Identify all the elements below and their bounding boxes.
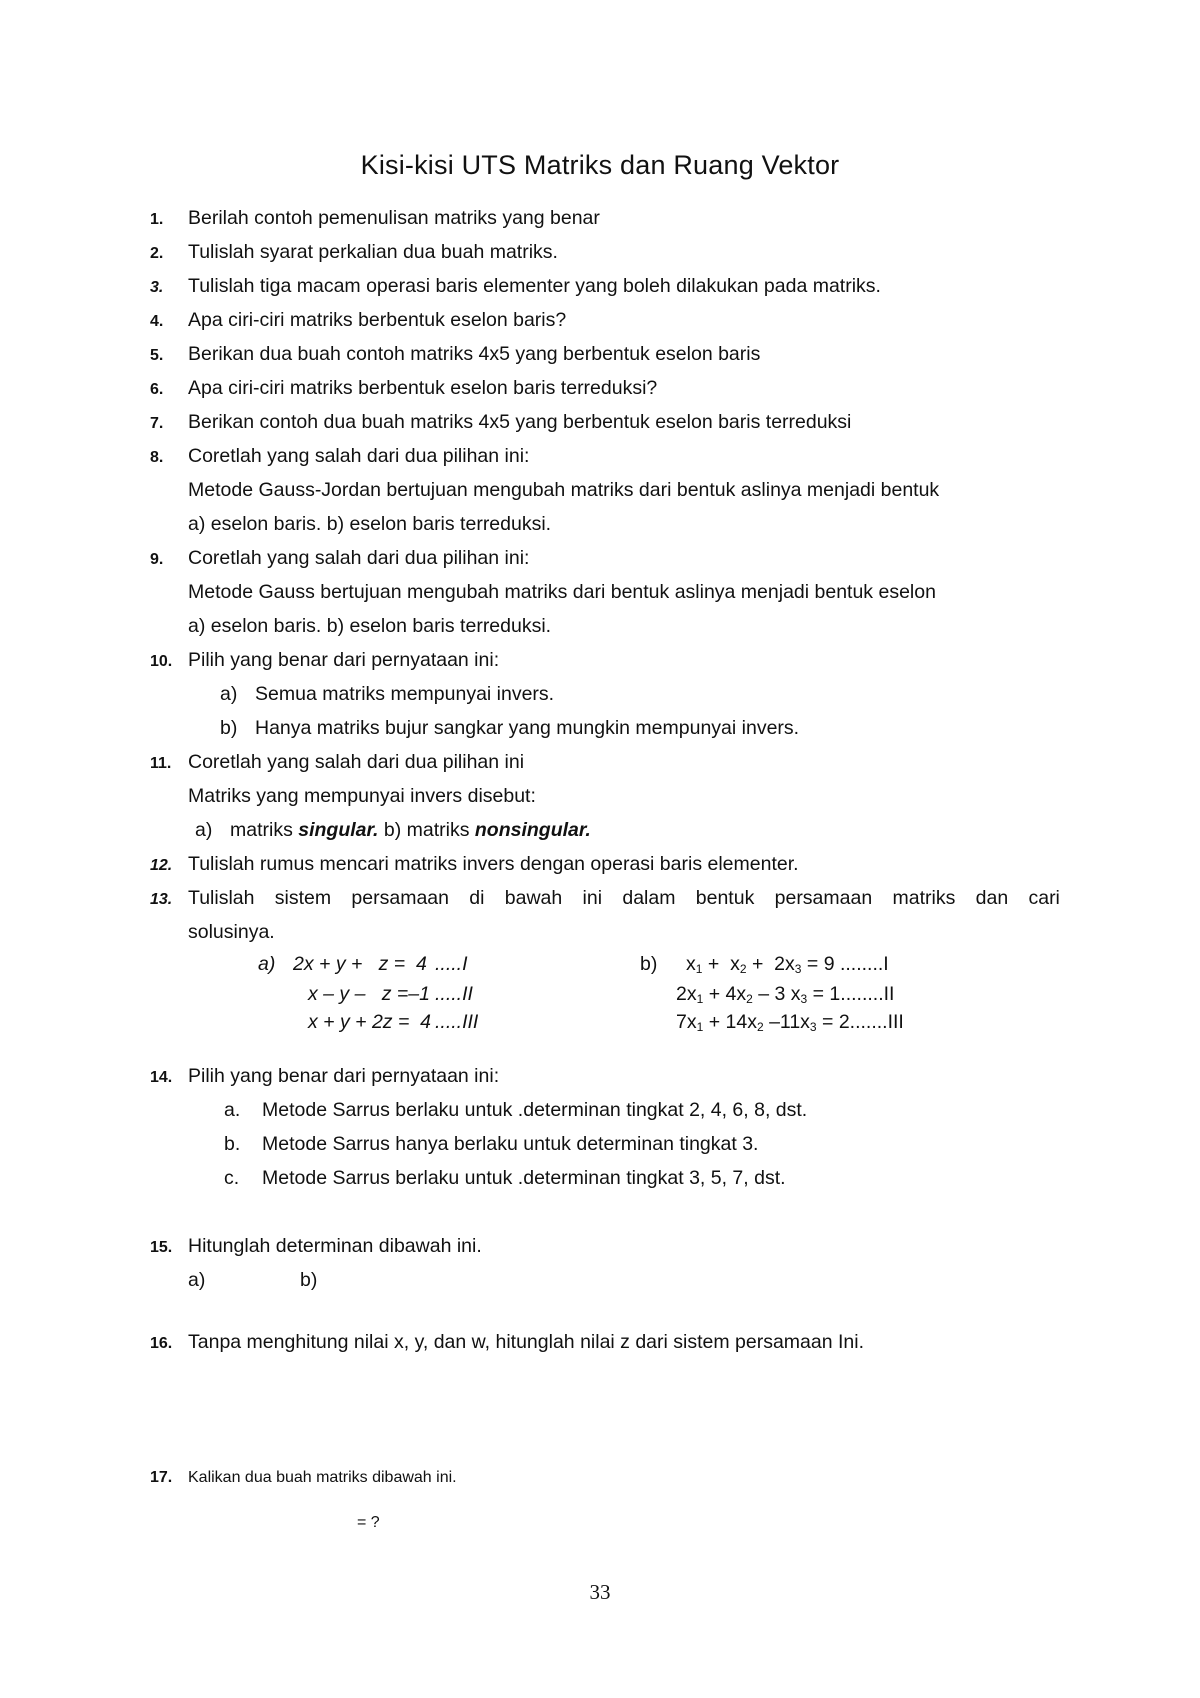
question-text: Tulislah tiga macam operasi baris elementer yang boleh dilakukan pada matriks. — [188, 275, 881, 297]
question-text: Apa ciri-ciri matriks berbentuk eselon baris terreduksi? — [188, 377, 658, 399]
option-text: matriks — [230, 819, 299, 841]
word: cari — [1028, 887, 1060, 909]
question-9-options: a) eselon baris. b) eselon baris terreduksi. — [188, 615, 552, 637]
page-number: 33 — [589, 1580, 611, 1604]
question-11-options — [195, 818, 591, 842]
question-text: Tanpa menghitung nilai x, y, dan w, hitunglah nilai z dari sistem persamaan Ini. — [188, 1331, 865, 1353]
question-14-option-b — [224, 1132, 758, 1156]
question-8-statement: Metode Gauss-Jordan bertujuan mengubah matriks dari bentuk aslinya menjadi bentuk — [188, 479, 940, 501]
question-3 — [150, 274, 881, 300]
system-a-row-1 — [293, 952, 468, 976]
question-13-text — [188, 886, 1060, 910]
option-text: b) matriks — [378, 819, 475, 841]
question-text: Coretlah yang salah dari dua pilihan ini — [188, 751, 525, 773]
subscript: 1 — [696, 992, 704, 1006]
question-number: 2. — [150, 245, 164, 262]
word: dan — [975, 887, 1009, 909]
question-number: 7. — [150, 415, 164, 432]
question-number: 4. — [150, 313, 164, 330]
word: dalam — [622, 887, 676, 909]
question-number: 12. — [150, 857, 173, 874]
system-a-row-3 — [308, 1010, 478, 1034]
system-b-row-2 — [676, 982, 894, 1011]
subscript: 3 — [809, 1020, 817, 1034]
question-text: Pilih yang benar dari pernyataan ini: — [188, 649, 500, 671]
matrix-product-result: = ? — [357, 1514, 380, 1531]
subscript: 2 — [756, 1020, 764, 1034]
word: persamaan — [774, 887, 873, 909]
question-text: Pilih yang benar dari pernyataan ini: — [188, 1065, 500, 1087]
question-17 — [150, 1466, 457, 1490]
question-10-option-b — [220, 716, 799, 740]
question-text: Coretlah yang salah dari dua pilihan ini: — [188, 445, 530, 467]
question-number: 10. — [150, 653, 173, 670]
question-9 — [150, 546, 529, 572]
term: x — [686, 953, 696, 975]
question-8 — [150, 444, 529, 470]
subscript: 1 — [696, 1020, 704, 1034]
question-number: 13. — [150, 891, 173, 908]
question-11 — [150, 750, 524, 776]
option-text: Metode Sarrus berlaku untuk .determinan tingkat 2, 4, 6, 8, dst. — [262, 1099, 808, 1121]
question-4 — [150, 308, 566, 334]
question-14-option-a — [224, 1098, 807, 1122]
option-text: Hanya matriks bujur sangkar yang mungkin mempunyai invers. — [255, 717, 800, 739]
question-number: 11. — [150, 755, 172, 772]
question-number: 5. — [150, 347, 164, 364]
term-nonsingular: nonsingular. — [474, 819, 591, 841]
question-8-options: a) eselon baris. b) eselon baris terreduksi. — [188, 513, 552, 535]
subscript: 3 — [794, 962, 802, 976]
term: + 4x — [703, 983, 747, 1005]
question-text: Apa ciri-ciri matriks berbentuk eselon baris? — [188, 309, 567, 331]
question-14 — [150, 1064, 499, 1090]
option-label: a. — [224, 1099, 241, 1121]
question-text: Kalikan dua buah matriks dibawah ini. — [188, 1469, 457, 1486]
word: ini — [582, 887, 603, 909]
equation-lhs: x + y + 2z = 4 — [308, 1011, 432, 1033]
term: + 2x — [746, 953, 795, 975]
term: –11x — [763, 1011, 810, 1033]
option-label: c. — [224, 1167, 240, 1189]
term: + 14x — [703, 1011, 757, 1033]
option-text: Metode Sarrus hanya berlaku untuk determinan tingkat 3. — [262, 1133, 759, 1155]
question-12 — [150, 852, 799, 878]
question-number: 14. — [150, 1069, 173, 1086]
determinant-a-label: a) — [188, 1269, 206, 1291]
word: bentuk — [695, 887, 755, 909]
question-number: 3. — [150, 279, 164, 296]
word: matriks — [892, 887, 956, 909]
question-14-option-c — [224, 1166, 786, 1190]
equation-lhs: 2x + y + z = 4 — [293, 953, 427, 975]
equation-tag: .....II — [435, 983, 473, 1005]
question-1 — [150, 206, 600, 232]
question-number: 9. — [150, 551, 164, 568]
word: persamaan — [351, 887, 449, 909]
question-9-statement: Metode Gauss bertujuan mengubah matriks dari bentuk aslinya menjadi bentuk eselon — [188, 581, 936, 603]
question-number: 1. — [150, 211, 164, 228]
question-16 — [150, 1330, 864, 1356]
option-label: a) — [220, 683, 238, 705]
determinant-b-label: b) — [300, 1269, 318, 1291]
term: = 2.......III — [816, 1011, 904, 1033]
system-a-label: a) — [258, 953, 276, 975]
word: sistem — [274, 887, 332, 909]
question-text: Coretlah yang salah dari dua pilihan ini: — [188, 547, 530, 569]
option-label: b) — [220, 717, 238, 739]
question-number: 17. — [150, 1469, 173, 1486]
system-b-label: b) — [640, 953, 658, 975]
question-13 — [150, 886, 188, 912]
question-text: Hitunglah determinan dibawah ini. — [188, 1235, 482, 1257]
question-2 — [150, 240, 558, 266]
question-7 — [150, 410, 851, 436]
term-singular: singular. — [298, 819, 379, 841]
question-13-continued: solusinya. — [188, 921, 275, 943]
equation-lhs: x – y – z =–1 — [308, 983, 430, 1005]
word: bawah — [504, 887, 563, 909]
option-text: Semua matriks mempunyai invers. — [255, 683, 555, 705]
term: = 9 ........I — [801, 953, 889, 975]
option-label: b. — [224, 1133, 241, 1155]
question-5 — [150, 342, 760, 368]
question-10-option-a — [220, 682, 554, 706]
word: di — [469, 887, 485, 909]
question-number: 15. — [150, 1239, 173, 1256]
question-text: Berilah contoh pemenulisan matriks yang benar — [188, 207, 600, 229]
question-10 — [150, 648, 499, 674]
page-title: Kisi-kisi UTS Matriks dan Ruang Vektor — [360, 150, 840, 180]
term: – 3 x — [752, 983, 801, 1005]
question-text: Berikan contoh dua buah matriks 4x5 yang berbentuk eselon baris terreduksi — [188, 411, 852, 433]
option-text: Metode Sarrus berlaku untuk .determinan tingkat 3, 5, 7, dst. — [262, 1167, 786, 1189]
question-text: Tulislah rumus mencari matriks invers dengan operasi baris elementer. — [188, 853, 799, 875]
question-15 — [150, 1234, 482, 1260]
term: 7x — [676, 1011, 697, 1033]
question-11-statement: Matriks yang mempunyai invers disebut: — [188, 785, 536, 807]
term: = 1........II — [807, 983, 895, 1005]
equation-tag: .....I — [435, 953, 468, 975]
word: Tulislah — [188, 887, 255, 909]
question-6 — [150, 376, 657, 402]
option-label: a) — [195, 819, 213, 841]
subscript: 1 — [695, 962, 703, 976]
term: 2x — [676, 983, 697, 1005]
question-number: 8. — [150, 449, 164, 466]
subscript: 2 — [746, 992, 753, 1006]
question-text: Berikan dua buah contoh matriks 4x5 yang berbentuk eselon baris — [188, 343, 761, 365]
subscript: 2 — [739, 962, 747, 976]
question-text: Tulislah syarat perkalian dua buah matriks. — [188, 241, 558, 263]
term: + x — [702, 953, 740, 975]
question-number: 16. — [150, 1335, 173, 1352]
system-b-row-3 — [676, 1010, 904, 1039]
system-a-row-2 — [308, 982, 473, 1006]
system-b-row-1 — [686, 952, 889, 981]
subscript: 3 — [800, 992, 808, 1006]
question-number: 6. — [150, 381, 164, 398]
equation-tag: .....III — [435, 1011, 479, 1033]
